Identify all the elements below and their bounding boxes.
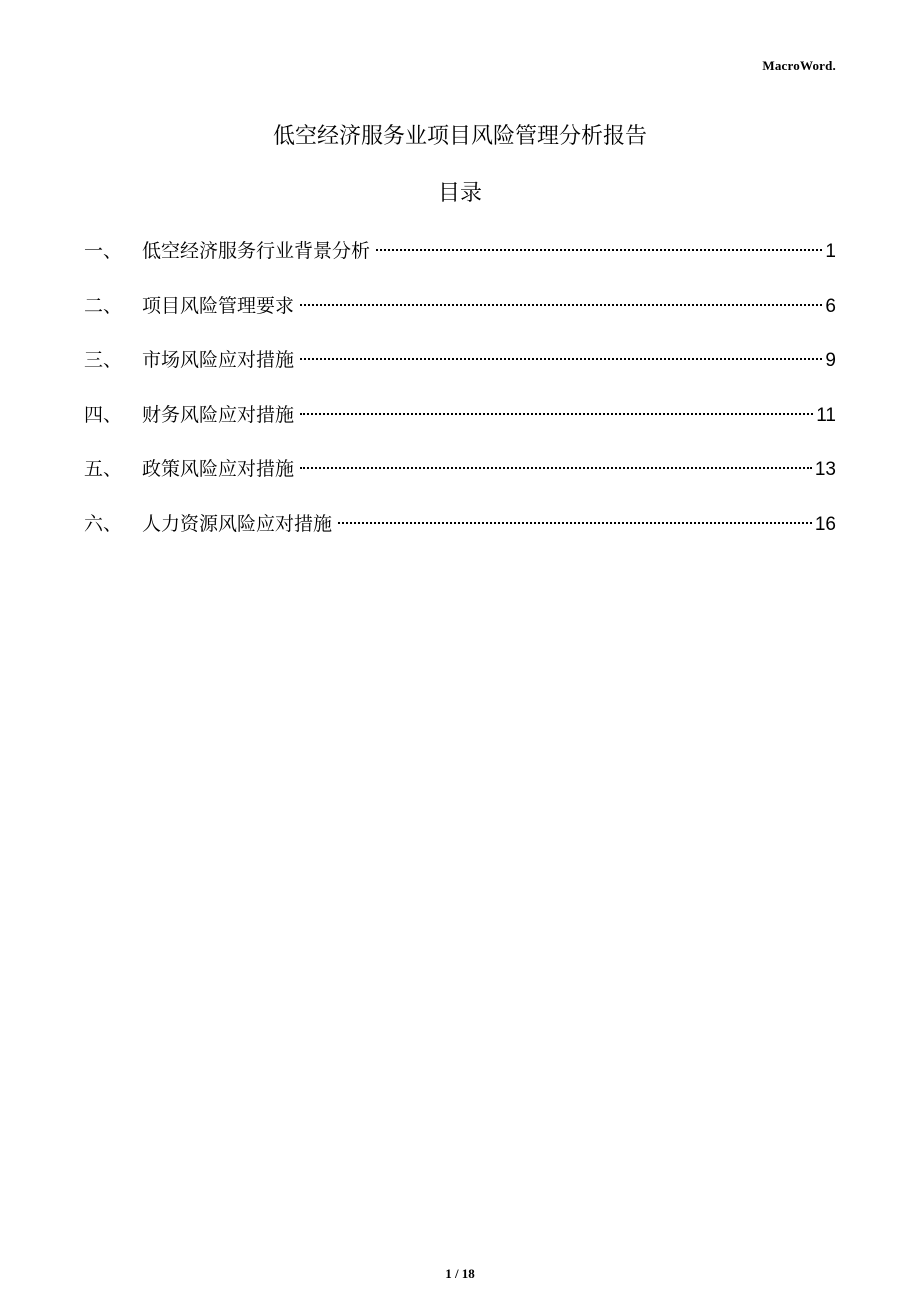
toc-entry-number: 五、 bbox=[84, 458, 123, 481]
toc-entry-number: 六、 bbox=[84, 512, 123, 535]
toc-entry-number: 三、 bbox=[84, 349, 123, 372]
toc-entry-number: 一、 bbox=[84, 240, 123, 262]
toc-dot-leader bbox=[300, 304, 822, 306]
toc-entry-2[interactable] bbox=[84, 290, 836, 322]
toc-entry-text: 人力资源风险应对措施 bbox=[142, 512, 333, 535]
toc-entry-1[interactable] bbox=[84, 235, 836, 267]
toc-entry-5[interactable] bbox=[84, 453, 836, 485]
toc-entry-page: 16 bbox=[814, 513, 836, 535]
toc-dot-leader bbox=[376, 249, 822, 251]
toc-entry-text: 项目风险管理要求 bbox=[142, 294, 295, 317]
toc-entry-number: 四、 bbox=[84, 403, 123, 426]
toc-entry-6[interactable] bbox=[84, 508, 836, 540]
toc-dot-leader bbox=[300, 467, 812, 469]
toc-entry-3[interactable] bbox=[84, 344, 836, 376]
toc-entry-page: 1 bbox=[825, 241, 836, 262]
toc-entry-4[interactable] bbox=[84, 399, 836, 431]
toc-heading: 目录 bbox=[437, 181, 482, 206]
header-brand: MacroWord. bbox=[762, 58, 836, 73]
toc-entry-text: 政策风险应对措施 bbox=[142, 458, 295, 481]
toc-entry-page: 6 bbox=[825, 295, 836, 317]
toc-entry-page: 13 bbox=[814, 459, 836, 481]
toc-entry-number: 二、 bbox=[84, 294, 123, 317]
toc-entry-text: 市场风险应对措施 bbox=[142, 349, 295, 372]
toc-entry-page: 9 bbox=[825, 350, 836, 372]
table-of-contents bbox=[84, 235, 836, 563]
toc-entry-text: 财务风险应对措施 bbox=[142, 403, 295, 426]
toc-dot-leader bbox=[300, 413, 813, 415]
toc-dot-leader bbox=[338, 522, 812, 524]
toc-entry-text: 低空经济服务行业背景分析 bbox=[142, 240, 371, 262]
toc-entry-page: 11 bbox=[816, 404, 836, 426]
page-number: 1 / 18 bbox=[445, 1266, 475, 1281]
toc-dot-leader bbox=[300, 358, 822, 360]
document-title: 低空经济服务业项目风险管理分析报告 bbox=[272, 124, 647, 149]
